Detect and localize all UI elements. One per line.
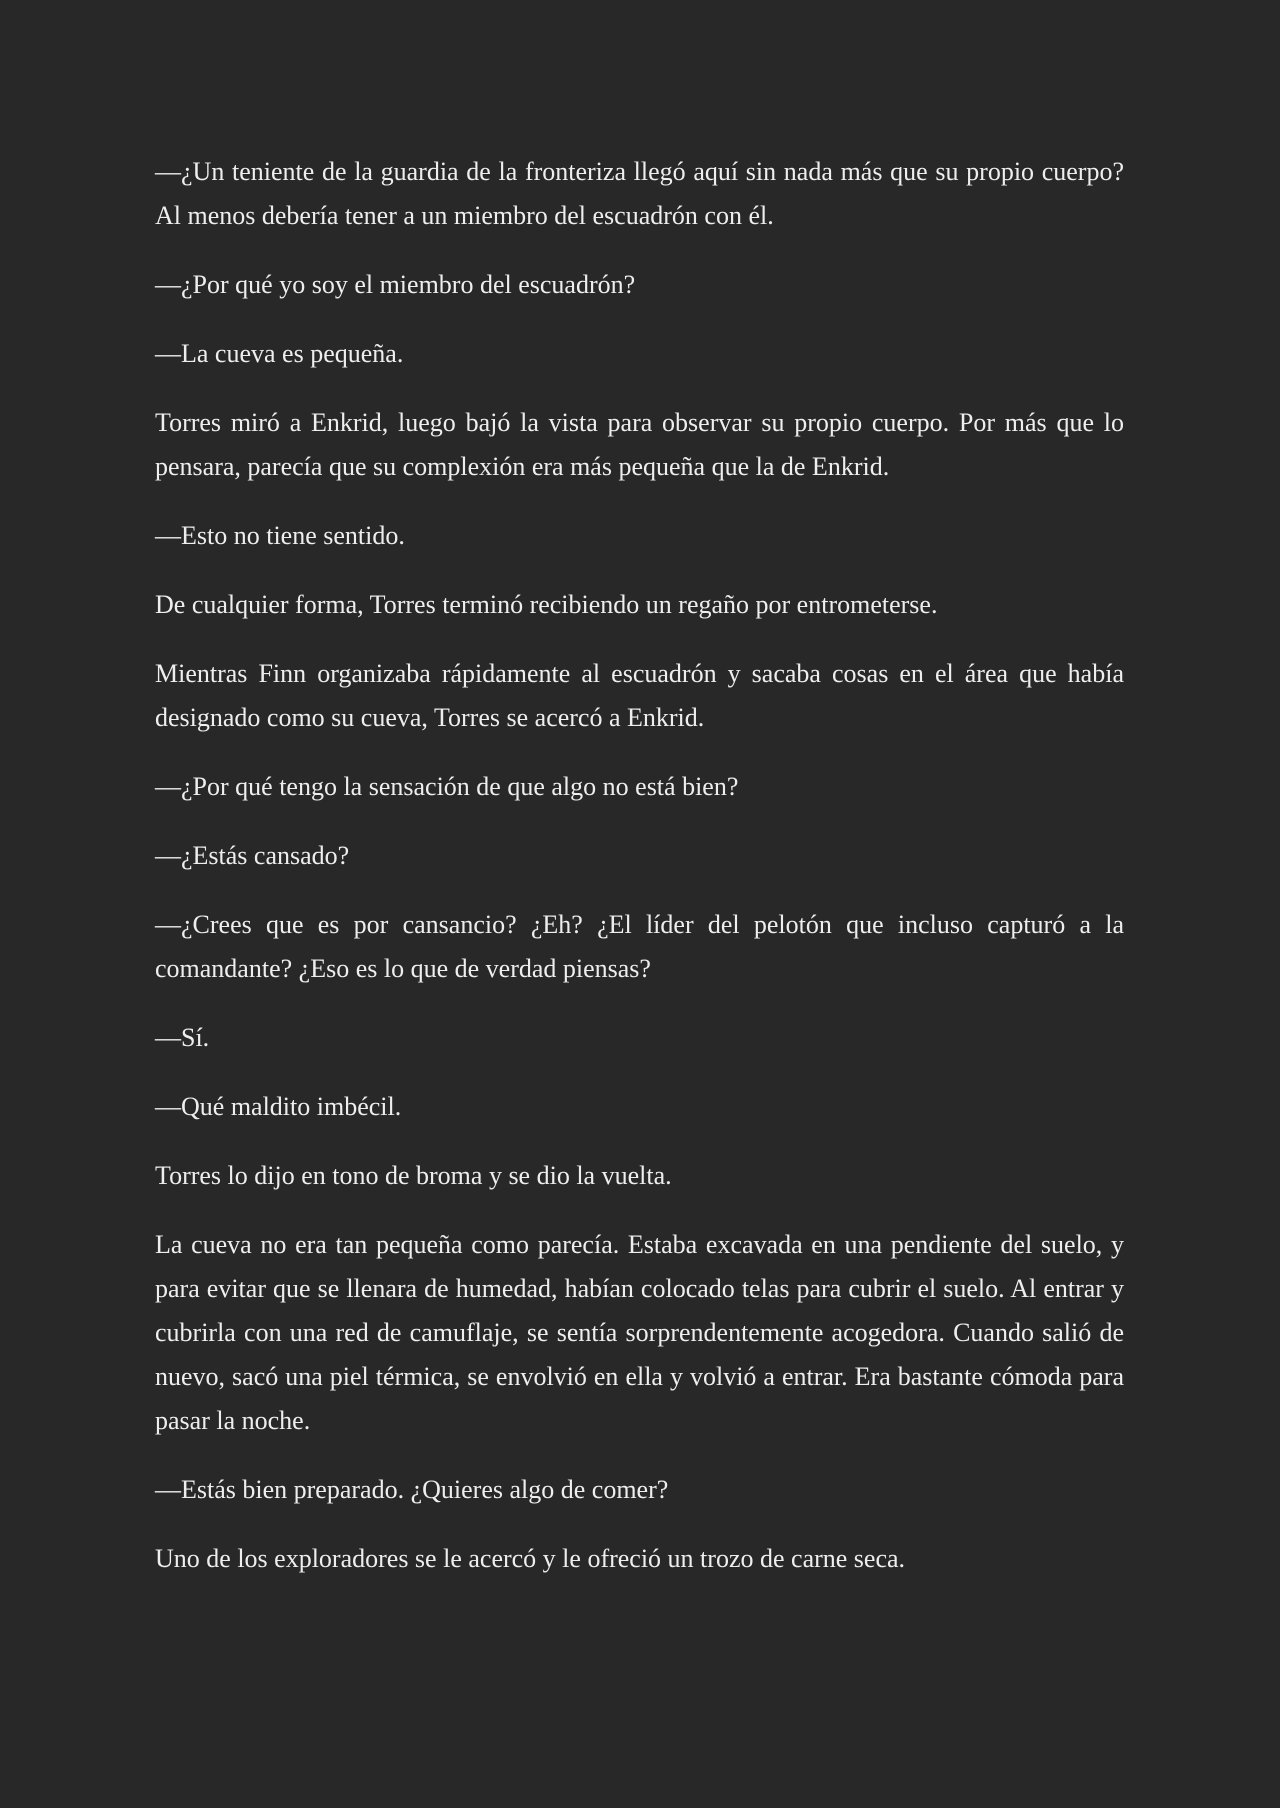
paragraph: De cualquier forma, Torres terminó recibiendo un regaño por entrometerse. [155,590,938,619]
paragraph: —Esto no tiene sentido. [155,521,405,550]
paragraph: —¿Por qué tengo la sensación de que algo no está bien? [155,772,739,801]
paragraph: —¿Un teniente de la guardia de la fronteriza llegó aquí sin nada más que su propio cuerpo? Al menos debería tener a un miembro del escuadrón con él. [155,157,1124,230]
paragraph: —¿Por qué yo soy el miembro del escuadrón? [155,270,636,299]
paragraph: La cueva no era tan pequeña como parecía. Estaba excavada en una pendiente del suelo, y para evitar que se llenara de humedad, habían colocado telas para cubrir el suelo. Al entrar y cubrirla con una red de camuflaje, se sentía sorprendentemente acogedora. Cuando salió de nuevo, sacó una piel térmica, se envolvió en ella y volvió a entrar. Era bastante cómoda para pasar la noche. [155,1230,1124,1435]
paragraph: —Qué maldito imbécil. [155,1092,402,1121]
paragraph: Mientras Finn organizaba rápidamente al escuadrón y sacaba cosas en el área que había designado como su cueva, Torres se acercó a Enkrid. [155,659,1124,732]
paragraph: Torres lo dijo en tono de broma y se dio la vuelta. [155,1161,672,1190]
paragraph: —La cueva es pequeña. [155,339,404,368]
paragraph: —¿Estás cansado? [155,841,350,870]
paragraph: —Sí. [155,1023,210,1052]
paragraph: —¿Crees que es por cansancio? ¿Eh? ¿El líder del pelotón que incluso capturó a la comandante? ¿Eso es lo que de verdad piensas? [155,910,1124,983]
paragraph: —Estás bien preparado. ¿Quieres algo de comer? [155,1475,669,1504]
paragraph: Torres miró a Enkrid, luego bajó la vista para observar su propio cuerpo. Por más que lo pensara, parecía que su complexión era más pequeña que la de Enkrid. [155,408,1124,481]
paragraph: Uno de los exploradores se le acercó y le ofreció un trozo de carne seca. [155,1544,906,1573]
